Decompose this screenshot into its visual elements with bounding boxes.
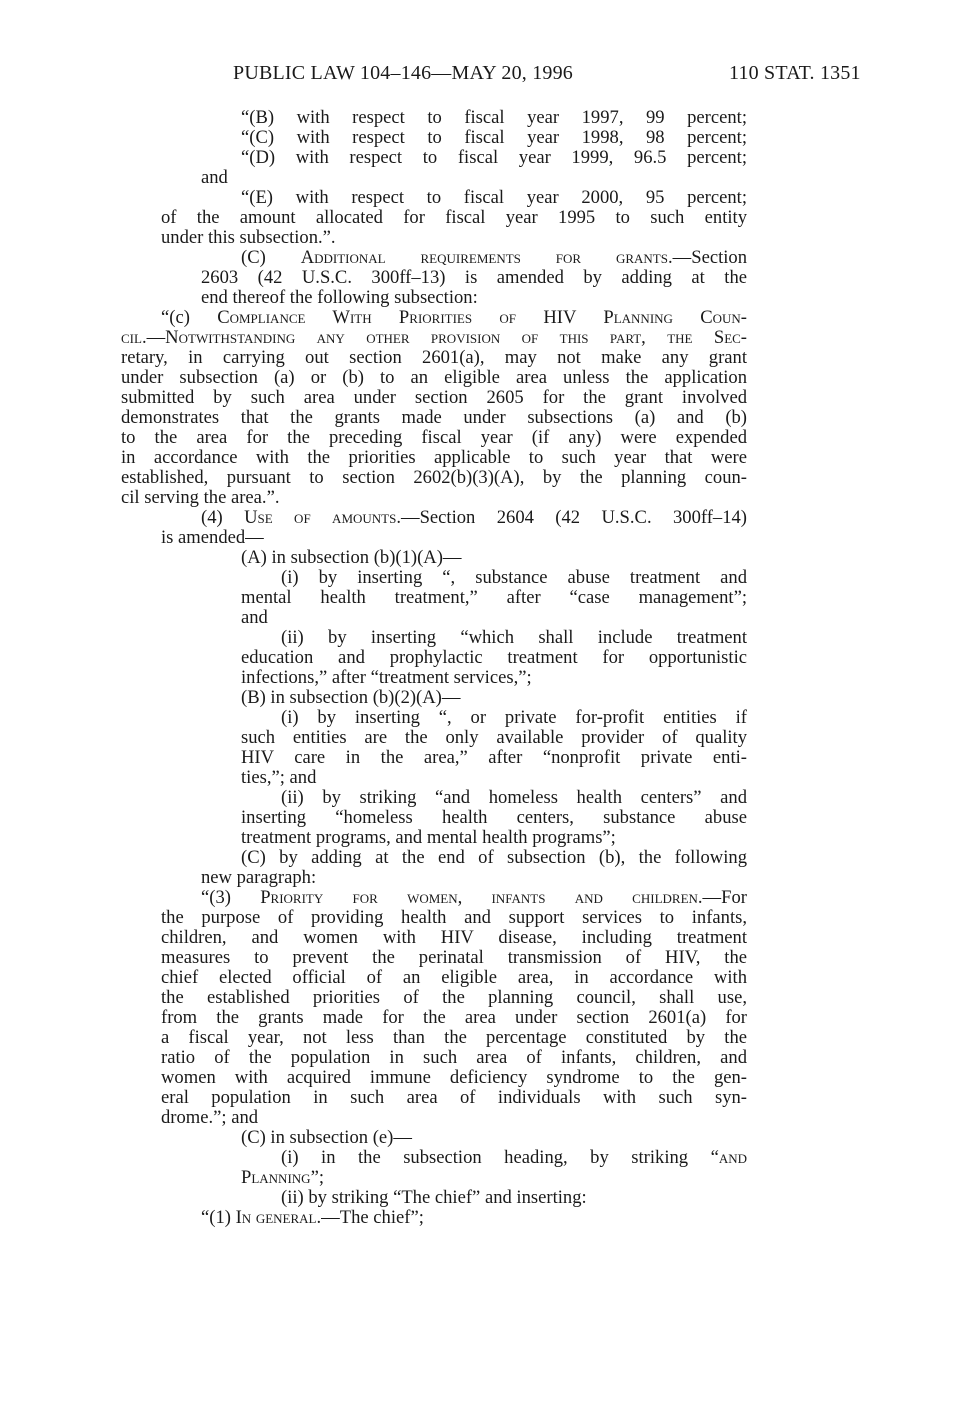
text-line: of the amount allocated for fiscal year 1995 to such entity bbox=[161, 207, 747, 228]
text-line: (A) in subsection (b)(1)(A)— bbox=[241, 547, 462, 568]
text-line: from the grants made for the area under section 2601(a) for bbox=[161, 1007, 747, 1028]
text-line: (ii) by striking “and homeless health centers” and bbox=[281, 787, 747, 808]
text-line: mental health treatment,” after “case management”; bbox=[241, 587, 747, 608]
text-line: the purpose of providing health and support services to infants, bbox=[161, 907, 747, 928]
text-line bbox=[121, 328, 747, 348]
text-line: (B) in subsection (b)(2)(A)— bbox=[241, 687, 461, 708]
text-line: women with acquired immune deficiency syndrome to the gen- bbox=[161, 1067, 747, 1088]
subsection-heading-line bbox=[201, 1208, 424, 1228]
text-line: children, and women with HIV disease, including treatment bbox=[161, 927, 747, 948]
text-line: a fiscal year, not less than the percentage constituted by the bbox=[161, 1027, 747, 1048]
subsection-heading-line bbox=[201, 888, 747, 908]
text-line: and bbox=[241, 607, 268, 628]
text-line: drome.”; and bbox=[161, 1107, 259, 1128]
text-line: (C) in subsection (e)— bbox=[241, 1127, 412, 1148]
smallcaps-heading: Additional requirements for grants bbox=[300, 247, 668, 268]
text-line: ratio of the population in such area of infants, children, and bbox=[161, 1047, 747, 1068]
subsection-heading-line bbox=[241, 248, 747, 268]
text-line: cil serving the area.”. bbox=[121, 487, 280, 508]
text-line: under this subsection.”. bbox=[161, 227, 336, 248]
text-line: submitted by such area under section 2605 for the grant involved bbox=[121, 387, 747, 408]
subsection-heading-line bbox=[281, 1148, 747, 1168]
text-line: (C) by adding at the end of subsection (b), the following bbox=[241, 847, 747, 868]
header-page-number: 110 STAT. 1351 bbox=[729, 62, 861, 84]
text-fragment: “(3) bbox=[201, 887, 261, 908]
smallcaps-heading: and bbox=[718, 1147, 747, 1168]
text-line: the established priorities of the planning council, shall use, bbox=[161, 987, 747, 1008]
text-fragment: (i) in the subsection heading, by striking “ bbox=[281, 1147, 719, 1168]
text-line: chief elected official of an eligible area, in accordance with bbox=[161, 967, 747, 988]
text-line: inserting “homeless health centers, substance abuse bbox=[241, 807, 747, 828]
text-line: eral population in such area of individuals with such syn- bbox=[161, 1087, 747, 1108]
text-fragment: .—Section 2604 (42 U.S.C. 300ff–14) bbox=[396, 507, 747, 528]
subsection-heading-line bbox=[201, 508, 747, 528]
text-line: (ii) by inserting “which shall include treatment bbox=[281, 627, 747, 648]
text-line: new paragraph: bbox=[201, 867, 317, 888]
text-line: is amended— bbox=[161, 527, 264, 548]
text-line: in accordance with the priorities applicable to such year that were bbox=[121, 447, 747, 468]
text-fragment: .—Section bbox=[667, 247, 747, 268]
subsection-heading-line bbox=[161, 308, 747, 328]
smallcaps-heading: Planning bbox=[241, 1167, 311, 1188]
text-line: “(B) with respect to fiscal year 1997, 99 percent; bbox=[241, 107, 747, 128]
text-line: “(C) with respect to fiscal year 1998, 98 percent; bbox=[241, 127, 747, 148]
text-line: (i) by inserting “, or private for-profit entities if bbox=[281, 707, 747, 728]
text-line: “(D) with respect to fiscal year 1999, 96.5 percent; bbox=[241, 147, 747, 168]
text-line: demonstrates that the grants made under subsections (a) and (b) bbox=[121, 407, 747, 428]
text-line: end thereof the following subsection: bbox=[201, 287, 478, 308]
text-line: measures to prevent the perinatal transmission of HIV, the bbox=[161, 947, 747, 968]
text-line: established, pursuant to section 2602(b)(3)(A), by the planning coun- bbox=[121, 467, 747, 488]
text-fragment: “(c) bbox=[161, 307, 218, 328]
text-line: HIV care in the area,” after “nonprofit private enti- bbox=[241, 747, 747, 768]
text-line: 2603 (42 U.S.C. 300ff–13) is amended by adding at the bbox=[201, 267, 747, 288]
smallcaps-heading: Use of amounts bbox=[244, 507, 397, 528]
text-line: (ii) by striking “The chief” and inserting: bbox=[281, 1187, 587, 1208]
text-fragment: .—For bbox=[697, 887, 747, 908]
text-line: to the area for the preceding fiscal year (if any) were expended bbox=[121, 427, 747, 448]
text-line: retary, in carrying out section 2601(a), may not make any grant bbox=[121, 347, 747, 368]
smallcaps-heading: In general bbox=[235, 1207, 317, 1228]
smallcaps-heading: Compliance With Priorities of HIV Planning Coun- bbox=[217, 307, 747, 328]
page-header bbox=[0, 62, 953, 88]
text-line bbox=[241, 1168, 324, 1188]
text-fragment: “(1) bbox=[201, 1207, 236, 1228]
text-fragment: (4) bbox=[201, 507, 245, 528]
text-line: and bbox=[201, 167, 228, 188]
text-line: under subsection (a) or (b) to an eligible area unless the application bbox=[121, 367, 747, 388]
text-fragment: ”; bbox=[310, 1167, 324, 1188]
text-line: “(E) with respect to fiscal year 2000, 95 percent; bbox=[241, 187, 747, 208]
text-fragment: .—The chief”; bbox=[316, 1207, 424, 1228]
smallcaps-heading: Priority for women, infants and children bbox=[260, 887, 698, 908]
text-line: treatment programs, and mental health programs”; bbox=[241, 827, 616, 848]
text-line: education and prophylactic treatment for opportunistic bbox=[241, 647, 747, 668]
text-line: such entities are the only available provider of quality bbox=[241, 727, 747, 748]
text-line: ties,”; and bbox=[241, 767, 317, 788]
header-title: PUBLIC LAW 104–146—MAY 20, 1996 bbox=[233, 62, 573, 84]
text-line: infections,” after “treatment services,”; bbox=[241, 667, 532, 688]
text-fragment: (C) bbox=[241, 247, 301, 268]
text-fragment: cil.—Notwithstanding any other provision of this part, the Sec- bbox=[121, 327, 747, 348]
text-line: (i) by inserting “, substance abuse treatment and bbox=[281, 567, 747, 588]
